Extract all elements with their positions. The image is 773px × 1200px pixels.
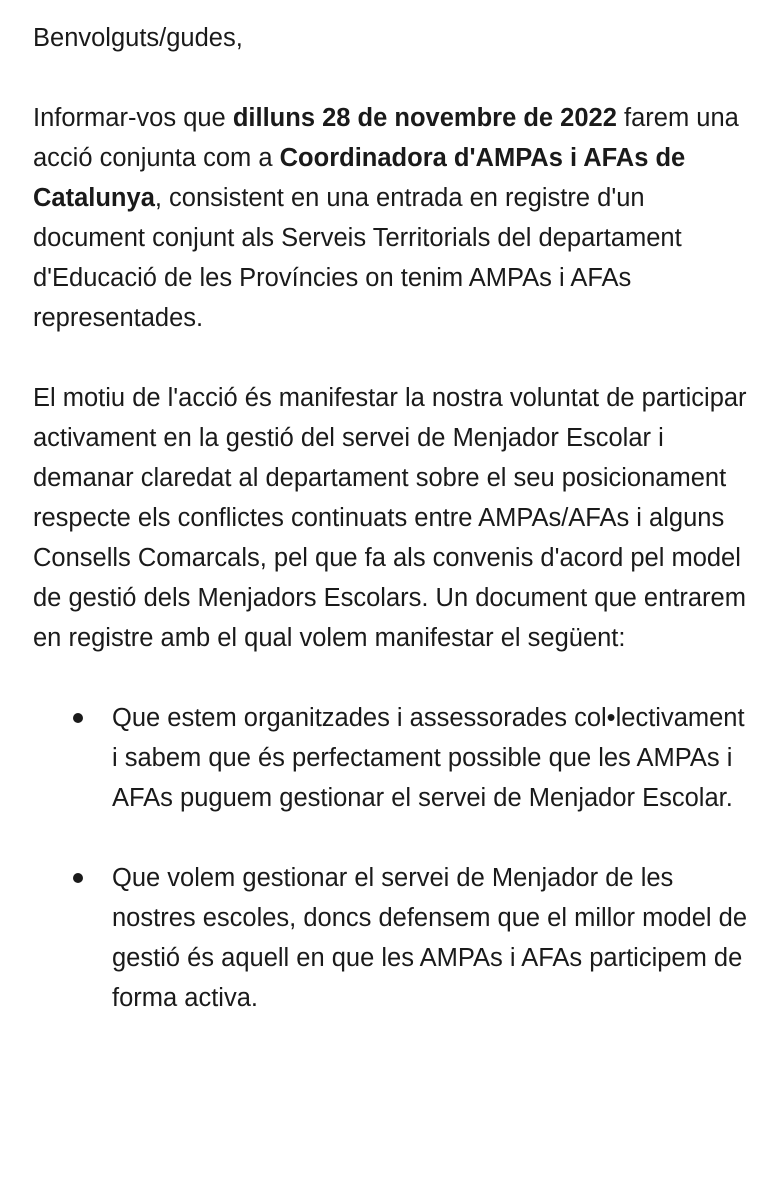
list-item-text: Que volem gestionar el servei de Menjador de les nostres escoles, doncs defensem que el millor model de gestió és aquell en que les AMPAs i AFAs participem de forma activa. bbox=[112, 864, 747, 1012]
greeting: Benvolguts/gudes, bbox=[33, 24, 243, 52]
paragraph-spacer bbox=[33, 58, 753, 98]
demands-list bbox=[33, 698, 753, 1018]
intro-text-1: Informar-vos que bbox=[33, 104, 233, 132]
paragraph-spacer bbox=[33, 338, 753, 378]
list-item bbox=[33, 698, 753, 818]
intro-text-2: farem una acció conjunta com a bbox=[33, 104, 739, 172]
paragraph-spacer bbox=[33, 658, 753, 698]
event-date: dilluns 28 de novembre de 2022 bbox=[232, 104, 617, 132]
intro-text-3: , consistent en una entrada en registre d'un document conjunt als Serveis Territorials del departament d'Educació de les Províncies on tenim AMPAs i AFAs representades. bbox=[33, 184, 682, 332]
organization-name: Coordinadora d'AMPAs i AFAs de Catalunya bbox=[33, 144, 686, 212]
intro-paragraph bbox=[33, 98, 753, 338]
bullet-icon bbox=[73, 873, 83, 883]
bullet-icon bbox=[73, 713, 83, 723]
motive-paragraph: El motiu de l'acció és manifestar la nostra voluntat de participar activament en la gestió del servei de Menjador Escolar i demanar claredat al departament sobre el seu posicionament respecte els conflictes continuats entre AMPAs/AFAs i alguns Consells Comarcals, pel que fa als convenis d'acord pel model de gestió dels Menjadors Escolars. Un document que entrarem en registre amb el qual volem manifestar el següent: bbox=[33, 384, 747, 652]
list-item bbox=[33, 858, 753, 1018]
list-item-text: Que estem organitzades i assessorades col•lectivament i sabem que és perfectament possible que les AMPAs i AFAs puguem gestionar el servei de Menjador Escolar. bbox=[112, 704, 745, 812]
list-spacer bbox=[33, 818, 753, 858]
